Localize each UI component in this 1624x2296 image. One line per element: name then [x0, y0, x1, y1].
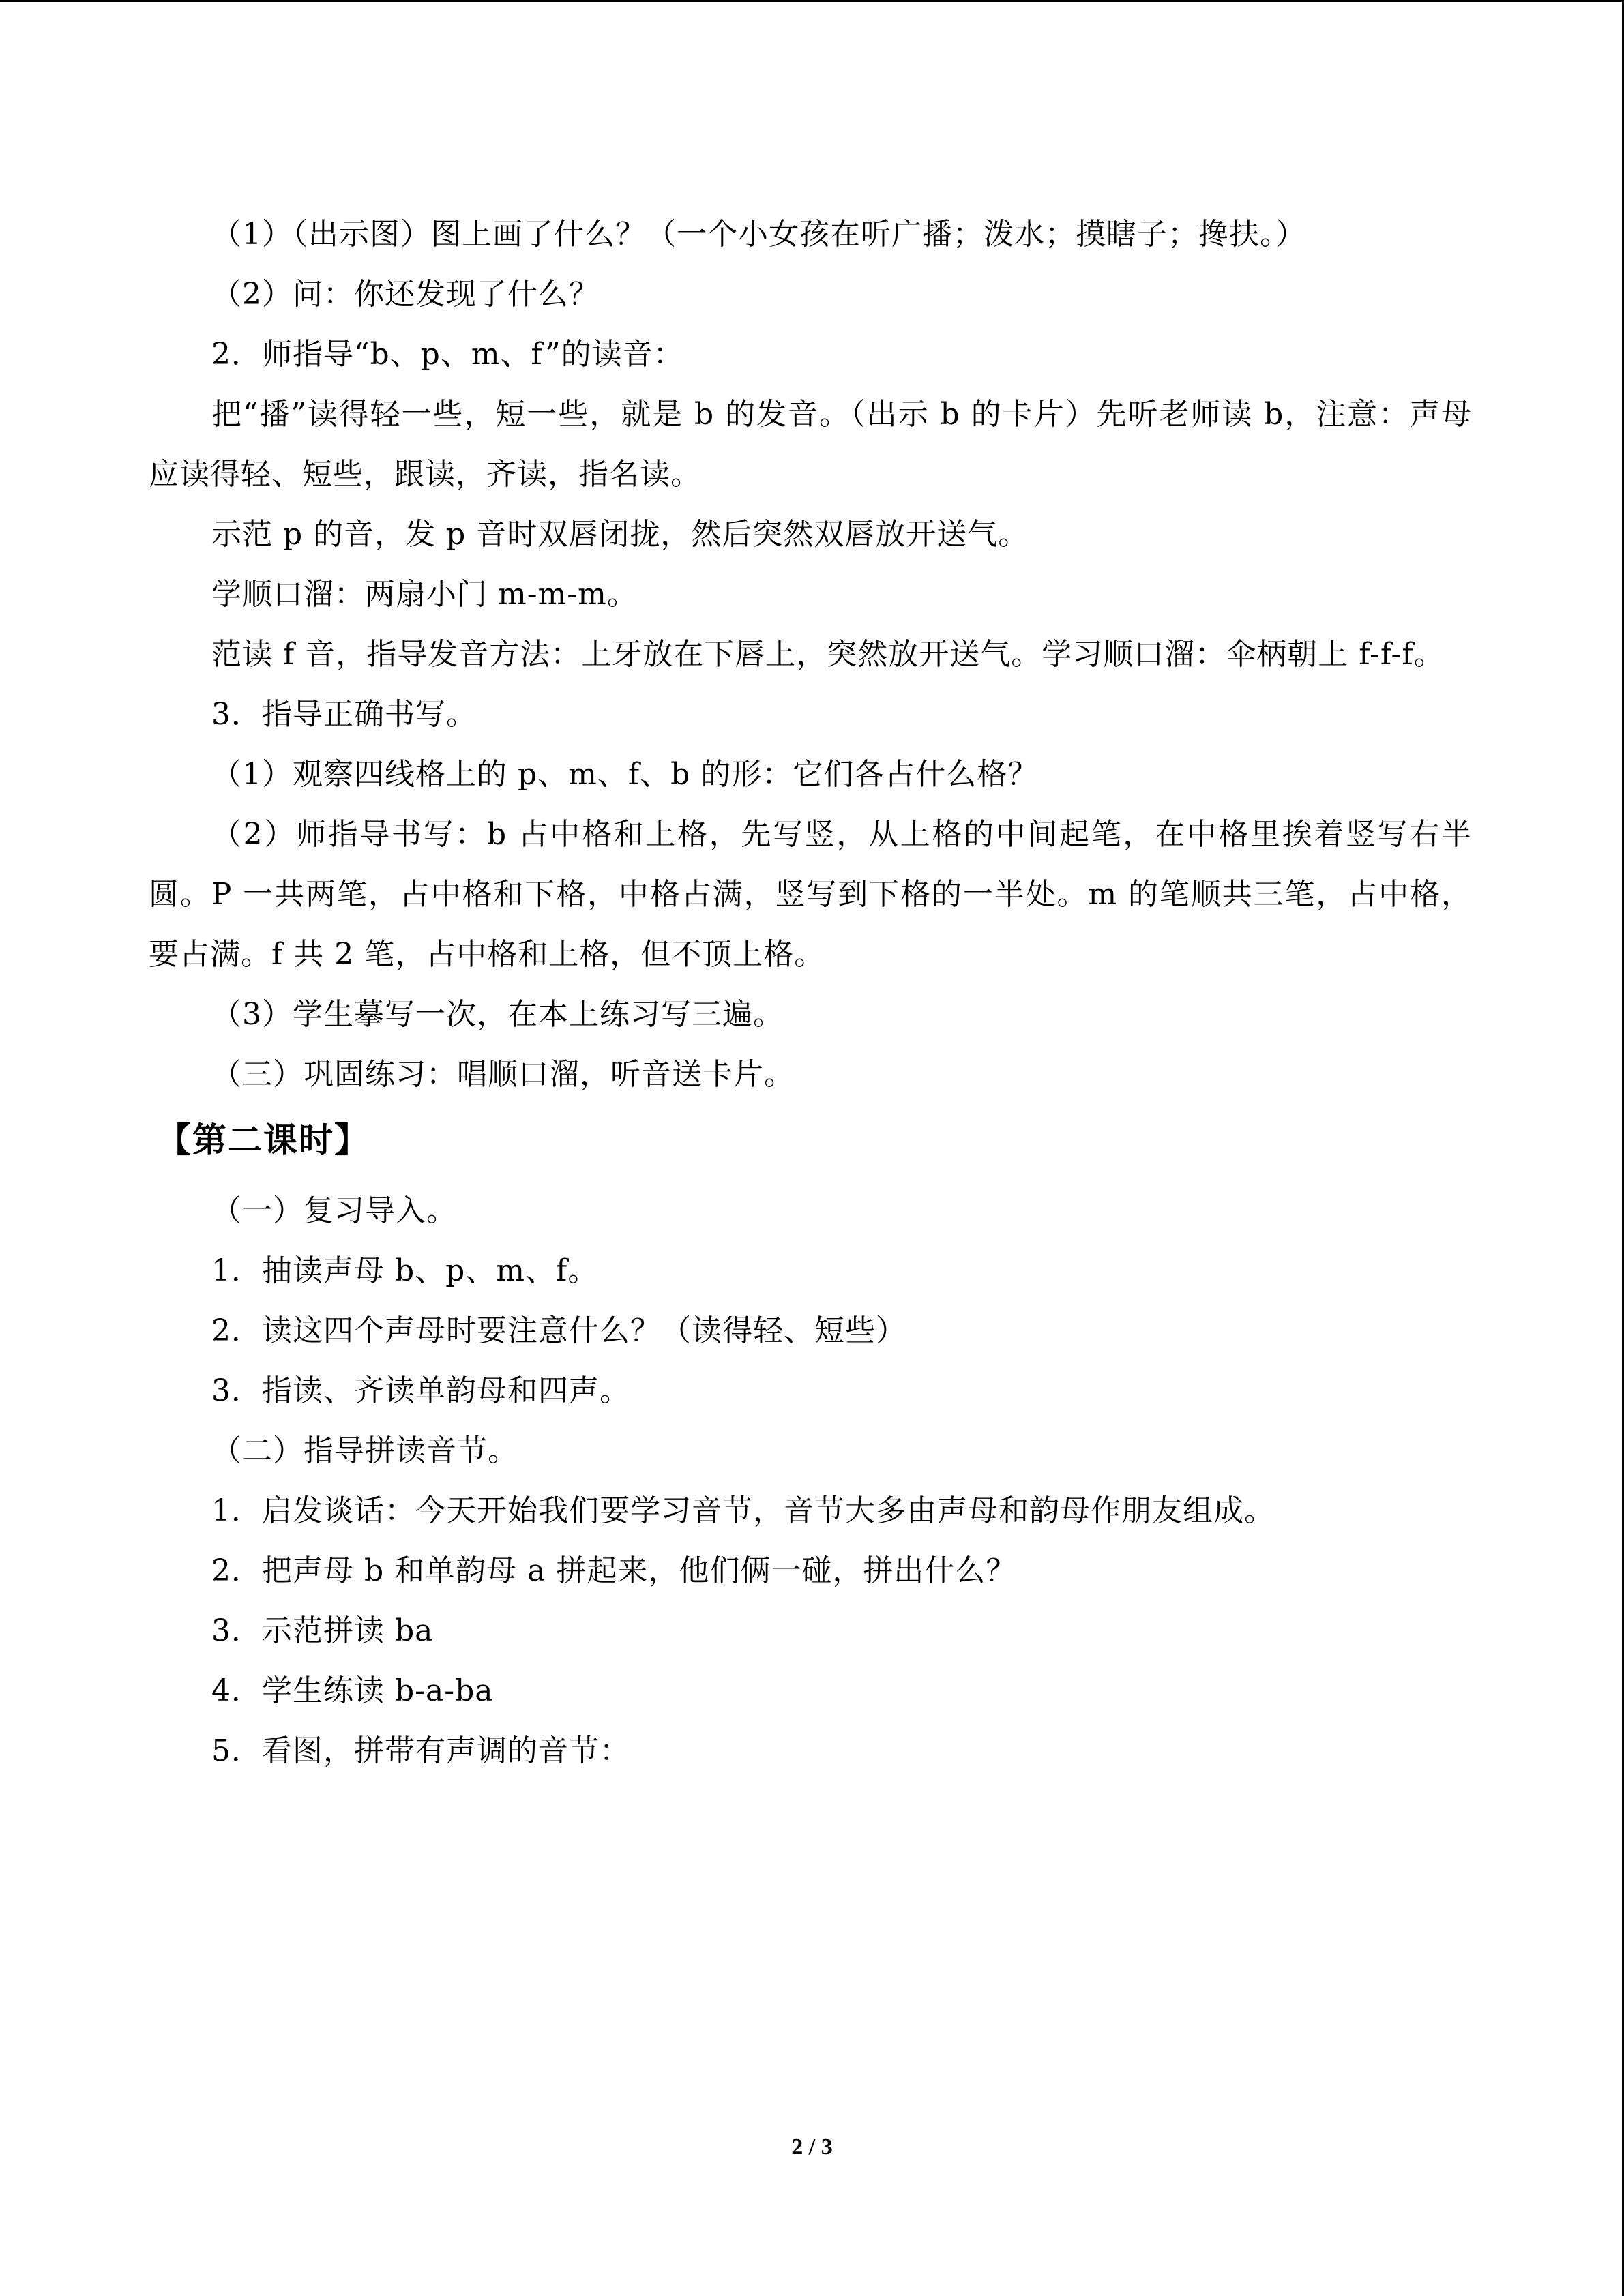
- section-heading: 【第二课时】: [157, 1120, 370, 1160]
- page-top-border: [0, 0, 1624, 2]
- page-number: 2 / 3: [791, 2134, 833, 2160]
- paragraph: 2．读这四个声母时要注意什么？（读得轻、短些）: [211, 1313, 906, 1348]
- paragraph: 3．指读、齐读单韵母和四声。: [211, 1373, 630, 1408]
- paragraph: （2）师指导书写：b 占中格和上格，先写竖，从上格的中间起笔，在中格里挨着竖写右半圆。P 一共两笔，占中格和下格，中格占满，竖写到下格的一半处。m 的笔顺共三笔，占中格，要占满。f 共 2 笔，占中格和上格，但不顶上格。: [149, 817, 1472, 972]
- paragraph: （一）复习导入。: [211, 1193, 457, 1228]
- paragraph: （3）学生摹写一次，在本上练习写三遍。: [211, 997, 784, 1032]
- paragraph: （三）巩固练习：唱顺口溜，听音送卡片。: [211, 1057, 795, 1092]
- paragraph: （1）观察四线格上的 p、m、f、b 的形：它们各占什么格？: [211, 757, 1039, 792]
- paragraph: 4．学生练读 b-a-ba: [211, 1673, 494, 1708]
- paragraph: （二）指导拼读音节。: [211, 1433, 518, 1468]
- document-body: [149, 205, 1472, 1781]
- paragraph: 3．指导正确书写。: [211, 697, 477, 732]
- paragraph: 5．看图，拼带有声调的音节：: [211, 1733, 630, 1768]
- paragraph: 范读 f 音，指导发音方法：上牙放在下唇上，突然放开送气。学习顺口溜：伞柄朝上 f-f-f。: [211, 637, 1445, 672]
- paragraph: 把“播”读得轻一些，短一些，就是 b 的发音。（出示 b 的卡片）先听老师读 b，注意：声母应读得轻、短些，跟读，齐读，指名读。: [149, 397, 1472, 492]
- paragraph: （2）问：你还发现了什么？: [211, 277, 600, 312]
- paragraph: 2．把声母 b 和单韵母 a 拼起来，他们俩一碰，拼出什么？: [211, 1553, 1017, 1588]
- paragraph: 1．抽读声母 b、p、m、f。: [211, 1253, 599, 1288]
- paragraph: 1．启发谈话：今天开始我们要学习音节，音节大多由声母和韵母作朋友组成。: [211, 1493, 1275, 1528]
- paragraph: 3．示范拼读 ba: [211, 1613, 434, 1648]
- paragraph: （1）（出示图）图上画了什么？（一个小女孩在听广播；泼水；摸瞎子；搀扶。）: [211, 217, 1306, 252]
- paragraph: 学顺口溜：两扇小门 m-m-m。: [211, 577, 638, 612]
- paragraph: 示范 p 的音，发 p 音时双唇闭拢，然后突然双唇放开送气。: [211, 517, 1029, 552]
- paragraph: 2．师指导“b、p、m、f”的读音：: [211, 337, 684, 372]
